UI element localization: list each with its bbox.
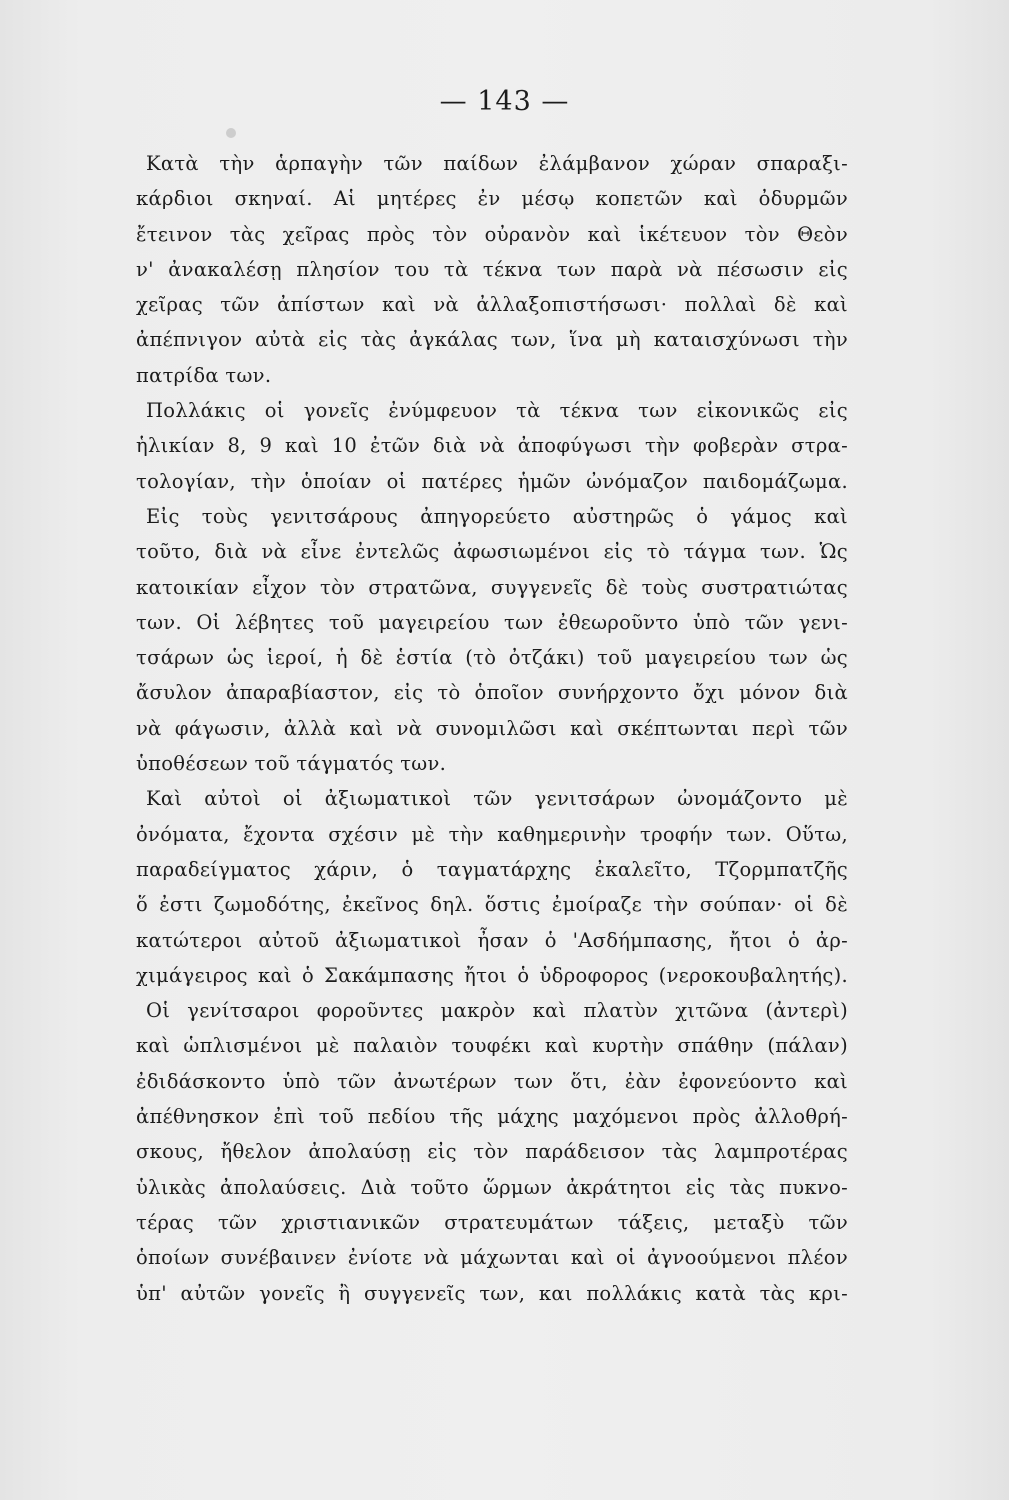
text-line: τολογίαν, τὴν ὁποίαν οἱ πατέρες ἡμῶν ὠνόμαζον παιδομάζωμα. (136, 469, 848, 493)
text-line: ἐδιδάσκοντο ὑπὸ τῶν ἀνωτέρων των ὅτι, ἐὰν ἐφονεύοντο καὶ (136, 1069, 848, 1093)
ink-blot-mark (226, 128, 236, 138)
text-line: ἀπέπνιγον αὐτὰ εἰς τὰς ἀγκάλας των, ἵνα μὴ καταισχύνωσι τὴν (136, 328, 848, 352)
text-line: χεῖρας τῶν ἀπίστων καὶ νὰ ἀλλαξοπιστήσωσι· πολλαὶ δὲ καὶ (136, 293, 848, 317)
text-line: ἀπέθνησκον ἐπὶ τοῦ πεδίου τῆς μάχης μαχόμενοι πρὸς ἀλλοθρή- (136, 1105, 848, 1129)
paragraph-5 (136, 993, 848, 1311)
text-line: ἄσυλον ἀπαραβίαστον, εἰς τὸ ὁποῖον συνήρχοντο ὄχι μόνον διὰ (136, 681, 848, 705)
text-line: Κατὰ τὴν ἁρπαγὴν τῶν παίδων ἐλάμβανον χώραν σπαραξι- (146, 152, 848, 175)
text-line: καὶ ὡπλισμένοι μὲ παλαιὸν τουφέκι καὶ κυρτὴν σπάθην (πάλαν) (136, 1034, 848, 1058)
paragraph-1 (136, 146, 848, 393)
text-line: ὅ ἐστι ζωμοδότης, ἐκεῖνος δηλ. ὅστις ἐμοίραζε τὴν σούπαν· οἱ δὲ (136, 893, 848, 917)
paragraph-3 (136, 499, 848, 781)
text-line: κατοικίαν εἶχον τὸν στρατῶνα, συγγενεῖς δὲ τοὺς συστρατιώτας (136, 575, 848, 599)
body-text (136, 146, 848, 1311)
text-line: ὁποίων συνέβαινεν ἐνίοτε νὰ μάχωνται καὶ οἱ ἀγνοούμενοι πλέον (136, 1246, 848, 1270)
paragraph-2 (136, 393, 848, 499)
text-line: τσάρων ὡς ἱεροί, ἡ δὲ ἑστία (τὸ ὀτζάκι) τοῦ μαγειρείου των ὡς (136, 646, 848, 670)
text-line: σκους, ἤθελον ἀπολαύσῃ εἰς τὸν παράδεισον τὰς λαμπροτέρας (136, 1140, 848, 1164)
page-number: — 143 — (439, 86, 570, 117)
text-line: Πολλάκις οἱ γονεῖς ἐνύμφευον τὰ τέκνα των εἰκονικῶς εἰς (146, 399, 848, 423)
text-line: ἔτεινον τὰς χεῖρας πρὸς τὸν οὐρανὸν καὶ ἱκέτευον τὸν Θεὸν (136, 222, 848, 246)
text-line: ὑποθέσεων τοῦ τάγματός των. (136, 752, 447, 776)
text-line: ὑλικὰς ἀπολαύσεις. Διὰ τοῦτο ὥρμων ἀκράτητοι εἰς τὰς πυκνο- (136, 1175, 848, 1199)
text-line: χιμάγειρος καὶ ὁ Σακάμπασης ἤτοι ὁ ὑδροφορος (νεροκουβαλητής). (136, 963, 848, 987)
text-line: κατώτεροι αὐτοῦ ἀξιωματικοὶ ἦσαν ὁ 'Ασδήμπασης, ἤτοι ὁ ἀρ- (136, 928, 848, 952)
text-line: κάρδιοι σκηναί. Αἱ μητέρες ἐν μέσῳ κοπετῶν καὶ ὀδυρμῶν (136, 187, 848, 211)
text-line: ἡλικίαν 8, 9 καὶ 10 ἐτῶν διὰ νὰ ἀποφύγωσι τὴν φοβερὰν στρα- (136, 434, 848, 458)
text-line: ὑπ' αὐτῶν γονεῖς ἢ συγγενεῖς των, και πολλάκις κατὰ τὰς κρι- (136, 1281, 848, 1305)
text-line: Εἰς τοὺς γενιτσάρους ἀπηγορεύετο αὐστηρῶς ὁ γάμος καὶ (146, 504, 848, 528)
text-line: ν' ἀνακαλέσῃ πλησίον του τὰ τέκνα των παρὰ νὰ πέσωσιν εἰς (136, 257, 848, 281)
text-line: νὰ φάγωσιν, ἀλλὰ καὶ νὰ συνομιλῶσι καὶ σκέπτωνται περὶ τῶν (136, 716, 848, 740)
text-line: ὀνόματα, ἔχοντα σχέσιν μὲ τὴν καθημερινὴν τροφήν των. Οὕτω, (136, 822, 848, 846)
paragraph-4 (136, 781, 848, 993)
text-line: των. Οἱ λέβητες τοῦ μαγειρείου των ἐθεωροῦντο ὑπὸ τῶν γενι- (136, 610, 848, 634)
text-line: τέρας τῶν χριστιανικῶν στρατευμάτων τάξεις, μεταξὺ τῶν (136, 1210, 848, 1234)
text-line: τοῦτο, διὰ νὰ εἶνε ἐντελῶς ἀφωσιωμένοι εἰς τὸ τάγμα των. Ὡς (136, 540, 848, 564)
text-line: Καὶ αὐτοὶ οἱ ἀξιωματικοὶ τῶν γενιτσάρων ὠνομάζοντο μὲ (146, 787, 848, 811)
text-line: πατρίδα των. (136, 363, 272, 387)
text-line: Οἱ γενίτσαροι φοροῦντες μακρὸν καὶ πλατὺν χιτῶνα (ἀντερὶ) (146, 999, 848, 1023)
text-line: παραδείγματος χάριν, ὁ ταγματάρχης ἐκαλεῖτο, Τζορμπατζῆς (136, 857, 848, 881)
